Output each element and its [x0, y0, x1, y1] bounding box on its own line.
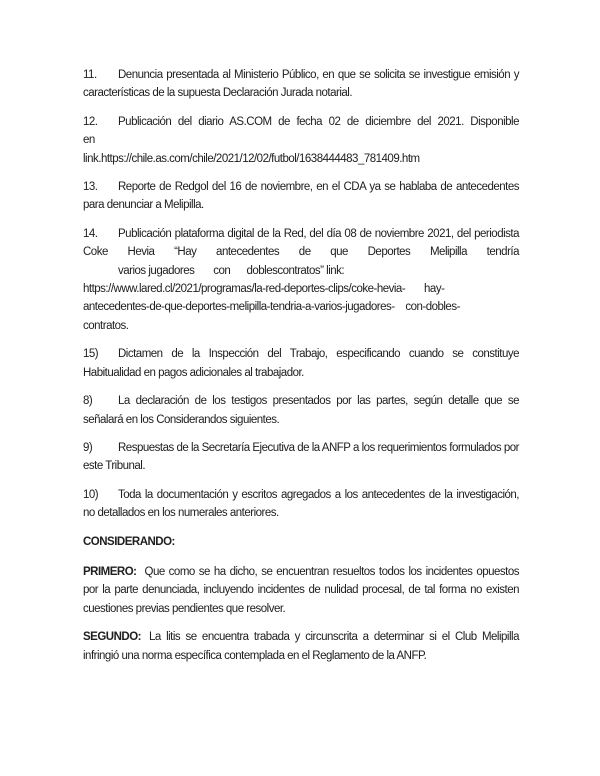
url-text: antecedentes-de-que-deportes-melipilla-tendria-a-varios-jugadores- con-dobles- — [83, 301, 460, 314]
item-lead — [83, 225, 519, 262]
item-text: Denuncia presentada al Ministerio Público, en que se solicita se investigue emisión y características de la supuesta Declaración Jurada notarial. — [83, 69, 519, 100]
item-number: 12. — [83, 115, 98, 128]
item-line — [83, 280, 519, 298]
item-line — [83, 150, 519, 168]
numbered-item-14 — [83, 225, 519, 335]
numbered-item-8 — [83, 392, 519, 429]
segundo-label: SEGUNDO: — [83, 631, 141, 644]
numbered-item-9 — [83, 439, 519, 476]
numbered-item-15 — [83, 345, 519, 382]
numbered-item-11 — [83, 66, 519, 103]
url-text: https://www.lared.cl/2021/programas/la-red-deportes-clips/coke-hevia- hay- — [83, 283, 445, 296]
item-number: 11. — [83, 69, 97, 81]
item-text: Respuestas de la Secretaría Ejecutiva de la ANFP a los requerimientos formulados por este Tribunal. — [83, 441, 519, 473]
item-text: varios jugadores con doblescontratos” link: — [118, 264, 345, 277]
numbered-item-12 — [83, 113, 519, 168]
item-text: Toda la documentación y escritos agregados a los antecedentes de la investigación, no detallados en los numerales anteriores. — [83, 488, 519, 520]
section-segundo — [83, 628, 519, 665]
item-number: 10) — [83, 488, 99, 501]
section-primero — [83, 563, 519, 618]
item-number: 14. — [83, 227, 98, 240]
numbered-item-10 — [83, 486, 519, 523]
item-number: 8) — [83, 395, 93, 408]
item-line — [118, 262, 519, 280]
item-text: en — [83, 134, 95, 147]
item-line — [83, 298, 519, 316]
section-text: La litis se encuentra trabada y circunscrita a determinar si el Club Melipilla infringió una norma específica contemplada en el Reglamento de la ANFP. — [83, 631, 519, 662]
numbered-item-13 — [83, 178, 519, 215]
item-text: Reporte de Redgol del 16 de noviembre, en el CDA ya se hablaba de antecedentes para denunciar a Melipilla. — [83, 181, 519, 212]
item-line — [83, 113, 519, 131]
item-text: Dictamen de la Inspección del Trabajo, especificando cuando se constituye Habitualidad en pagos adicionales al trabajador. — [83, 348, 519, 379]
section-heading-considerando: CONSIDERANDO: — [83, 535, 175, 548]
item-line — [83, 317, 519, 335]
item-text: Publicación del diario AS.COM de fecha 02 de diciembre del 2021. Disponible — [118, 115, 519, 128]
section-text: Que como se ha dicho, se encuentran resueltos todos los incidentes opuestos por la parte denunciada, incluyendo incidentes de nulidad procesal, de tal forma no existen cuestiones previas pendientes que resolver. — [83, 565, 519, 615]
item-number: 9) — [83, 441, 93, 454]
item-number: 13. — [83, 181, 98, 194]
item-text: Publicación plataforma digital de la Red, del día 08 de noviembre 2021, del periodista Coke Hevia “Hay antecedentes de que Deportes Melipilla tendría — [83, 227, 519, 259]
item-line — [83, 131, 519, 149]
primero-label: PRIMERO: — [83, 565, 137, 578]
item-text: contratos. — [83, 319, 129, 332]
item-text: La declaración de los testigos presentados por las partes, según detalle que se señalará en los Considerandos siguientes. — [83, 395, 519, 426]
url-text: link.https://chile.as.com/chile/2021/12/02/futbol/1638444483_781409.htm — [83, 152, 420, 165]
item-number: 15) — [83, 348, 99, 361]
